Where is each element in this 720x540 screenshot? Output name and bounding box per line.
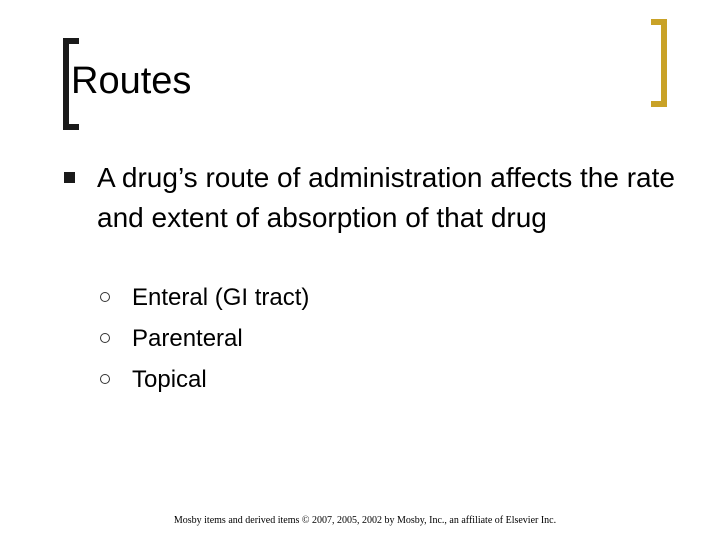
slide-title: Routes xyxy=(71,60,192,102)
sub-bullet-text: Enteral (GI tract) xyxy=(132,284,310,311)
main-bullet-text: A drug’s route of administration affects the rate and extent of absorption of that drug xyxy=(97,162,675,233)
hollow-circle-bullet-icon xyxy=(100,333,110,343)
hollow-circle-bullet-icon xyxy=(100,292,110,302)
sub-bullet-text: Topical xyxy=(132,366,207,393)
square-bullet-icon xyxy=(64,172,75,183)
right-bracket-decoration xyxy=(651,19,667,107)
hollow-circle-bullet-icon xyxy=(100,374,110,384)
copyright-footer: Mosby items and derived items © 2007, 2005, 2002 by Mosby, Inc., an affiliate of Elsevier Inc. xyxy=(173,515,557,526)
sub-bullet-text: Parenteral xyxy=(132,325,243,352)
